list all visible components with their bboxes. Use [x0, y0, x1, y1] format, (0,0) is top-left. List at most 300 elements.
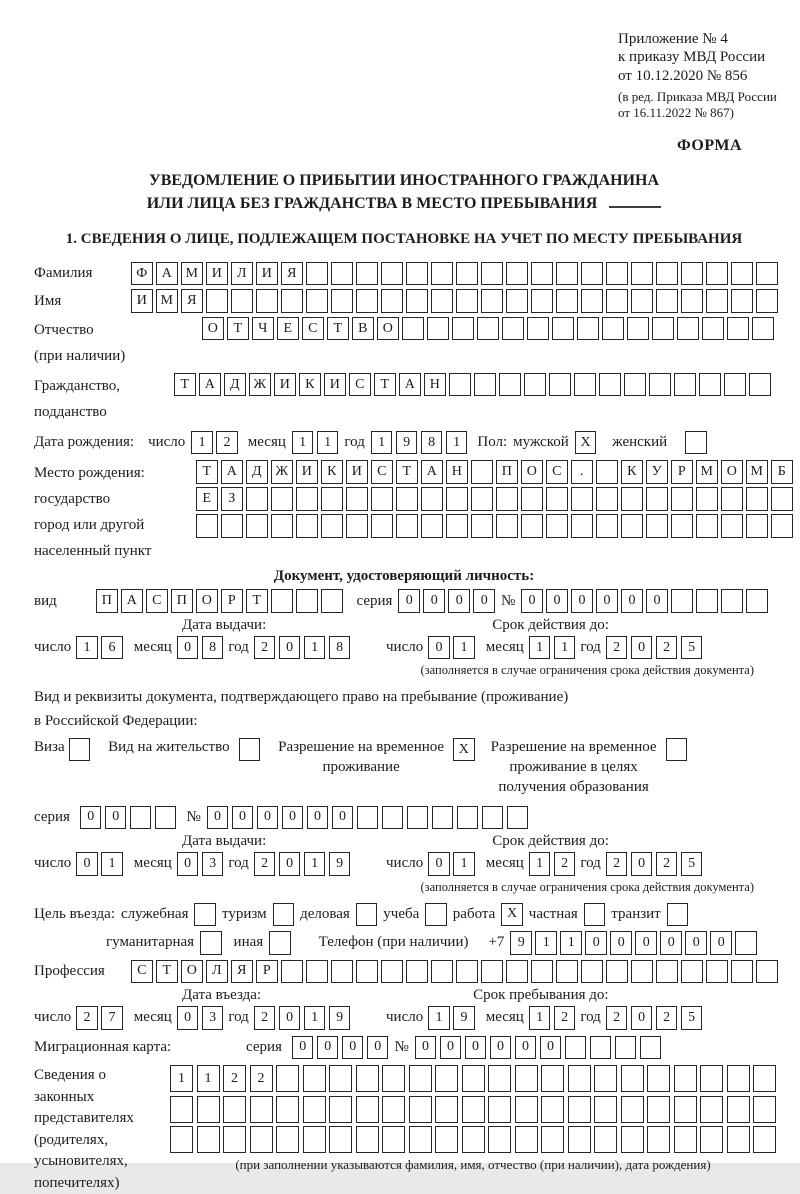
- char-cell[interactable]: [271, 514, 293, 538]
- char-cell[interactable]: [771, 487, 793, 511]
- char-cell[interactable]: 0: [490, 1036, 512, 1060]
- char-cell[interactable]: 0: [610, 931, 632, 955]
- char-cell[interactable]: [356, 289, 378, 313]
- char-cell[interactable]: [481, 289, 503, 313]
- char-cell[interactable]: 0: [257, 806, 279, 830]
- char-cell[interactable]: 1: [446, 431, 468, 455]
- char-cell[interactable]: 0: [646, 589, 668, 613]
- char-cell[interactable]: [421, 487, 443, 511]
- char-cell[interactable]: 1: [554, 636, 576, 660]
- char-cell[interactable]: [581, 289, 603, 313]
- char-cell[interactable]: 1: [371, 431, 393, 455]
- char-cell[interactable]: С: [349, 373, 371, 397]
- char-cell[interactable]: [696, 514, 718, 538]
- char-cell[interactable]: [471, 487, 493, 511]
- char-cell[interactable]: [409, 1126, 432, 1153]
- char-cell[interactable]: [223, 1096, 246, 1123]
- char-cell[interactable]: [621, 1065, 644, 1092]
- char-cell[interactable]: [496, 514, 518, 538]
- char-cell[interactable]: [303, 1126, 326, 1153]
- char-cell[interactable]: [69, 738, 91, 762]
- char-cell[interactable]: [488, 1126, 511, 1153]
- char-cell[interactable]: 0: [307, 806, 329, 830]
- char-cell[interactable]: [674, 1065, 697, 1092]
- char-cell[interactable]: Т: [327, 317, 349, 341]
- char-cell[interactable]: [276, 1096, 299, 1123]
- char-cell[interactable]: [646, 487, 668, 511]
- char-cell[interactable]: [421, 514, 443, 538]
- char-cell[interactable]: [507, 806, 529, 830]
- char-cell[interactable]: [329, 1126, 352, 1153]
- char-cell[interactable]: А: [399, 373, 421, 397]
- char-cell[interactable]: [706, 960, 728, 984]
- char-cell[interactable]: 0: [428, 636, 450, 660]
- char-cell[interactable]: [382, 806, 404, 830]
- char-cell[interactable]: [696, 487, 718, 511]
- char-cell[interactable]: [515, 1096, 538, 1123]
- char-cell[interactable]: [674, 1096, 697, 1123]
- char-cell[interactable]: 0: [571, 589, 593, 613]
- char-cell[interactable]: 2: [554, 852, 576, 876]
- char-cell[interactable]: [303, 1065, 326, 1092]
- char-cell[interactable]: [396, 514, 418, 538]
- char-cell[interactable]: 0: [80, 806, 102, 830]
- char-cell[interactable]: Р: [221, 589, 243, 613]
- char-cell[interactable]: 2: [254, 852, 276, 876]
- char-cell[interactable]: А: [199, 373, 221, 397]
- char-cell[interactable]: [771, 514, 793, 538]
- char-cell[interactable]: 9: [329, 1006, 351, 1030]
- char-cell[interactable]: Т: [246, 589, 268, 613]
- char-cell[interactable]: [721, 514, 743, 538]
- char-cell[interactable]: [231, 289, 253, 313]
- char-cell[interactable]: [666, 738, 688, 762]
- char-cell[interactable]: [746, 514, 768, 538]
- char-cell[interactable]: [381, 960, 403, 984]
- char-cell[interactable]: 9: [453, 1006, 475, 1030]
- char-cell[interactable]: 0: [342, 1036, 364, 1060]
- char-cell[interactable]: 1: [292, 431, 314, 455]
- char-cell[interactable]: А: [121, 589, 143, 613]
- char-cell[interactable]: [356, 960, 378, 984]
- char-cell[interactable]: [406, 289, 428, 313]
- char-cell[interactable]: [406, 960, 428, 984]
- char-cell[interactable]: [724, 373, 746, 397]
- char-cell[interactable]: [273, 903, 295, 927]
- char-cell[interactable]: П: [171, 589, 193, 613]
- char-cell[interactable]: 0: [631, 1006, 653, 1030]
- char-cell[interactable]: 0: [279, 636, 301, 660]
- char-cell[interactable]: Д: [224, 373, 246, 397]
- char-cell[interactable]: [727, 317, 749, 341]
- char-cell[interactable]: А: [156, 262, 178, 286]
- char-cell[interactable]: [721, 487, 743, 511]
- char-cell[interactable]: И: [296, 460, 318, 484]
- char-cell[interactable]: [677, 317, 699, 341]
- char-cell[interactable]: 1: [453, 636, 475, 660]
- char-cell[interactable]: Л: [206, 960, 228, 984]
- char-cell[interactable]: [431, 289, 453, 313]
- char-cell[interactable]: А: [421, 460, 443, 484]
- char-cell[interactable]: [496, 487, 518, 511]
- char-cell[interactable]: О: [181, 960, 203, 984]
- char-cell[interactable]: 7: [101, 1006, 123, 1030]
- char-cell[interactable]: [556, 262, 578, 286]
- char-cell[interactable]: [594, 1096, 617, 1123]
- char-cell[interactable]: [321, 514, 343, 538]
- char-cell[interactable]: [506, 289, 528, 313]
- char-cell[interactable]: [356, 903, 378, 927]
- char-cell[interactable]: 2: [250, 1065, 273, 1092]
- char-cell[interactable]: [531, 960, 553, 984]
- char-cell[interactable]: [681, 289, 703, 313]
- char-cell[interactable]: О: [521, 460, 543, 484]
- char-cell[interactable]: 2: [254, 1006, 276, 1030]
- char-cell[interactable]: [656, 262, 678, 286]
- char-cell[interactable]: 0: [473, 589, 495, 613]
- char-cell[interactable]: М: [156, 289, 178, 313]
- char-cell[interactable]: М: [181, 262, 203, 286]
- char-cell[interactable]: 1: [304, 636, 326, 660]
- char-cell[interactable]: [271, 487, 293, 511]
- char-cell[interactable]: [471, 514, 493, 538]
- char-cell[interactable]: .: [571, 460, 593, 484]
- char-cell[interactable]: 5: [681, 636, 703, 660]
- char-cell[interactable]: [331, 289, 353, 313]
- char-cell[interactable]: 2: [656, 636, 678, 660]
- char-cell[interactable]: [594, 1126, 617, 1153]
- char-cell[interactable]: Я: [281, 262, 303, 286]
- char-cell[interactable]: [621, 487, 643, 511]
- char-cell[interactable]: Т: [396, 460, 418, 484]
- char-cell[interactable]: [531, 262, 553, 286]
- char-cell[interactable]: [356, 1096, 379, 1123]
- char-cell[interactable]: [752, 317, 774, 341]
- char-cell[interactable]: 1: [428, 1006, 450, 1030]
- char-cell[interactable]: [357, 806, 379, 830]
- char-cell[interactable]: Т: [156, 960, 178, 984]
- char-cell[interactable]: [556, 960, 578, 984]
- char-cell[interactable]: Ф: [131, 262, 153, 286]
- char-cell[interactable]: 2: [223, 1065, 246, 1092]
- char-cell[interactable]: Л: [231, 262, 253, 286]
- char-cell[interactable]: [306, 960, 328, 984]
- char-cell[interactable]: К: [299, 373, 321, 397]
- char-cell[interactable]: [631, 262, 653, 286]
- char-cell[interactable]: [130, 806, 152, 830]
- char-cell[interactable]: [356, 262, 378, 286]
- char-cell[interactable]: [223, 1126, 246, 1153]
- char-cell[interactable]: 1: [535, 931, 557, 955]
- char-cell[interactable]: [296, 514, 318, 538]
- char-cell[interactable]: [446, 487, 468, 511]
- char-cell[interactable]: [640, 1036, 662, 1060]
- char-cell[interactable]: [647, 1126, 670, 1153]
- char-cell[interactable]: [702, 317, 724, 341]
- char-cell[interactable]: С: [302, 317, 324, 341]
- char-cell[interactable]: [756, 289, 778, 313]
- char-cell[interactable]: [584, 903, 606, 927]
- char-cell[interactable]: 0: [317, 1036, 339, 1060]
- char-cell[interactable]: [221, 514, 243, 538]
- char-cell[interactable]: 0: [279, 852, 301, 876]
- char-cell[interactable]: [462, 1126, 485, 1153]
- char-cell[interactable]: [753, 1096, 776, 1123]
- char-cell[interactable]: 1: [453, 852, 475, 876]
- char-cell[interactable]: 1: [304, 1006, 326, 1030]
- char-cell[interactable]: Я: [231, 960, 253, 984]
- char-cell[interactable]: [700, 1096, 723, 1123]
- char-cell[interactable]: 0: [279, 1006, 301, 1030]
- char-cell[interactable]: [602, 317, 624, 341]
- char-cell[interactable]: [474, 373, 496, 397]
- char-cell[interactable]: П: [96, 589, 118, 613]
- char-cell[interactable]: [281, 960, 303, 984]
- char-cell[interactable]: З: [221, 487, 243, 511]
- char-cell[interactable]: [488, 1096, 511, 1123]
- char-cell[interactable]: [681, 262, 703, 286]
- char-cell[interactable]: [521, 514, 543, 538]
- char-cell[interactable]: [731, 262, 753, 286]
- char-cell[interactable]: [170, 1126, 193, 1153]
- char-cell[interactable]: [631, 960, 653, 984]
- char-cell[interactable]: 2: [606, 636, 628, 660]
- char-cell[interactable]: [271, 589, 293, 613]
- char-cell[interactable]: Т: [374, 373, 396, 397]
- char-cell[interactable]: С: [546, 460, 568, 484]
- char-cell[interactable]: 0: [685, 931, 707, 955]
- char-cell[interactable]: [407, 806, 429, 830]
- char-cell[interactable]: [456, 289, 478, 313]
- char-cell[interactable]: X: [453, 738, 475, 762]
- char-cell[interactable]: [446, 514, 468, 538]
- char-cell[interactable]: [356, 1065, 379, 1092]
- char-cell[interactable]: [727, 1126, 750, 1153]
- char-cell[interactable]: 0: [428, 852, 450, 876]
- char-cell[interactable]: 0: [596, 589, 618, 613]
- char-cell[interactable]: [647, 1096, 670, 1123]
- char-cell[interactable]: 0: [177, 636, 199, 660]
- char-cell[interactable]: [681, 960, 703, 984]
- char-cell[interactable]: [402, 317, 424, 341]
- char-cell[interactable]: 1: [560, 931, 582, 955]
- char-cell[interactable]: [250, 1096, 273, 1123]
- char-cell[interactable]: [331, 262, 353, 286]
- char-cell[interactable]: [621, 1096, 644, 1123]
- char-cell[interactable]: 0: [515, 1036, 537, 1060]
- char-cell[interactable]: 0: [631, 636, 653, 660]
- char-cell[interactable]: [674, 373, 696, 397]
- char-cell[interactable]: 0: [415, 1036, 437, 1060]
- char-cell[interactable]: [596, 514, 618, 538]
- char-cell[interactable]: 1: [191, 431, 213, 455]
- char-cell[interactable]: 3: [202, 852, 224, 876]
- char-cell[interactable]: 0: [207, 806, 229, 830]
- char-cell[interactable]: [627, 317, 649, 341]
- char-cell[interactable]: [699, 373, 721, 397]
- char-cell[interactable]: 9: [396, 431, 418, 455]
- char-cell[interactable]: [296, 487, 318, 511]
- char-cell[interactable]: [581, 960, 603, 984]
- char-cell[interactable]: Ж: [271, 460, 293, 484]
- char-cell[interactable]: 0: [448, 589, 470, 613]
- char-cell[interactable]: [281, 289, 303, 313]
- char-cell[interactable]: Ч: [252, 317, 274, 341]
- char-cell[interactable]: X: [501, 903, 523, 927]
- char-cell[interactable]: Н: [424, 373, 446, 397]
- char-cell[interactable]: [594, 1065, 617, 1092]
- char-cell[interactable]: 2: [254, 636, 276, 660]
- char-cell[interactable]: [246, 487, 268, 511]
- char-cell[interactable]: О: [721, 460, 743, 484]
- char-cell[interactable]: [432, 806, 454, 830]
- char-cell[interactable]: [541, 1126, 564, 1153]
- char-cell[interactable]: [727, 1096, 750, 1123]
- char-cell[interactable]: [596, 460, 618, 484]
- char-cell[interactable]: 2: [606, 852, 628, 876]
- char-cell[interactable]: [674, 1126, 697, 1153]
- char-cell[interactable]: 8: [329, 636, 351, 660]
- char-cell[interactable]: К: [621, 460, 643, 484]
- char-cell[interactable]: [631, 289, 653, 313]
- char-cell[interactable]: [471, 460, 493, 484]
- char-cell[interactable]: [435, 1065, 458, 1092]
- char-cell[interactable]: [329, 1096, 352, 1123]
- char-cell[interactable]: 0: [367, 1036, 389, 1060]
- char-cell[interactable]: [197, 1126, 220, 1153]
- char-cell[interactable]: [269, 931, 291, 955]
- char-cell[interactable]: [246, 514, 268, 538]
- char-cell[interactable]: [200, 931, 222, 955]
- char-cell[interactable]: [756, 960, 778, 984]
- char-cell[interactable]: [306, 289, 328, 313]
- char-cell[interactable]: [206, 289, 228, 313]
- char-cell[interactable]: 0: [521, 589, 543, 613]
- char-cell[interactable]: 0: [177, 852, 199, 876]
- char-cell[interactable]: [696, 589, 718, 613]
- char-cell[interactable]: Т: [227, 317, 249, 341]
- char-cell[interactable]: [615, 1036, 637, 1060]
- char-cell[interactable]: 0: [631, 852, 653, 876]
- char-cell[interactable]: 1: [304, 852, 326, 876]
- char-cell[interactable]: [276, 1065, 299, 1092]
- char-cell[interactable]: [546, 514, 568, 538]
- char-cell[interactable]: 0: [282, 806, 304, 830]
- char-cell[interactable]: 0: [540, 1036, 562, 1060]
- char-cell[interactable]: А: [221, 460, 243, 484]
- char-cell[interactable]: [196, 514, 218, 538]
- char-cell[interactable]: [435, 1126, 458, 1153]
- char-cell[interactable]: [756, 262, 778, 286]
- char-cell[interactable]: 0: [621, 589, 643, 613]
- char-cell[interactable]: О: [196, 589, 218, 613]
- char-cell[interactable]: [371, 514, 393, 538]
- char-cell[interactable]: [753, 1065, 776, 1092]
- char-cell[interactable]: О: [202, 317, 224, 341]
- char-cell[interactable]: [431, 960, 453, 984]
- char-cell[interactable]: [197, 1096, 220, 1123]
- char-cell[interactable]: С: [131, 960, 153, 984]
- char-cell[interactable]: Т: [174, 373, 196, 397]
- char-cell[interactable]: У: [646, 460, 668, 484]
- char-cell[interactable]: 5: [681, 1006, 703, 1030]
- char-cell[interactable]: 0: [710, 931, 732, 955]
- char-cell[interactable]: 2: [606, 1006, 628, 1030]
- char-cell[interactable]: 1: [529, 636, 551, 660]
- char-cell[interactable]: [624, 373, 646, 397]
- char-cell[interactable]: [329, 1065, 352, 1092]
- char-cell[interactable]: И: [346, 460, 368, 484]
- char-cell[interactable]: [452, 317, 474, 341]
- char-cell[interactable]: [621, 514, 643, 538]
- char-cell[interactable]: [356, 1126, 379, 1153]
- char-cell[interactable]: [727, 1065, 750, 1092]
- char-cell[interactable]: 5: [681, 852, 703, 876]
- char-cell[interactable]: 0: [423, 589, 445, 613]
- char-cell[interactable]: [346, 514, 368, 538]
- char-cell[interactable]: [667, 903, 689, 927]
- char-cell[interactable]: [571, 514, 593, 538]
- char-cell[interactable]: [462, 1096, 485, 1123]
- char-cell[interactable]: И: [274, 373, 296, 397]
- char-cell[interactable]: 2: [554, 1006, 576, 1030]
- char-cell[interactable]: [396, 487, 418, 511]
- char-cell[interactable]: [649, 373, 671, 397]
- char-cell[interactable]: 0: [292, 1036, 314, 1060]
- char-cell[interactable]: [462, 1065, 485, 1092]
- char-cell[interactable]: 2: [656, 1006, 678, 1030]
- char-cell[interactable]: П: [496, 460, 518, 484]
- char-cell[interactable]: [577, 317, 599, 341]
- char-cell[interactable]: [549, 373, 571, 397]
- char-cell[interactable]: 0: [635, 931, 657, 955]
- char-cell[interactable]: 0: [398, 589, 420, 613]
- char-cell[interactable]: [482, 806, 504, 830]
- char-cell[interactable]: М: [696, 460, 718, 484]
- char-cell[interactable]: [606, 289, 628, 313]
- char-cell[interactable]: [568, 1126, 591, 1153]
- char-cell[interactable]: [431, 262, 453, 286]
- char-cell[interactable]: [700, 1126, 723, 1153]
- char-cell[interactable]: 0: [660, 931, 682, 955]
- char-cell[interactable]: [749, 373, 771, 397]
- char-cell[interactable]: [706, 289, 728, 313]
- char-cell[interactable]: 0: [546, 589, 568, 613]
- char-cell[interactable]: [409, 1065, 432, 1092]
- char-cell[interactable]: 8: [202, 636, 224, 660]
- char-cell[interactable]: [449, 373, 471, 397]
- char-cell[interactable]: [256, 289, 278, 313]
- char-cell[interactable]: [239, 738, 261, 762]
- char-cell[interactable]: И: [256, 262, 278, 286]
- char-cell[interactable]: [506, 262, 528, 286]
- char-cell[interactable]: [541, 1065, 564, 1092]
- char-cell[interactable]: 2: [216, 431, 238, 455]
- char-cell[interactable]: К: [321, 460, 343, 484]
- char-cell[interactable]: 0: [177, 1006, 199, 1030]
- char-cell[interactable]: [488, 1065, 511, 1092]
- char-cell[interactable]: [276, 1126, 299, 1153]
- char-cell[interactable]: С: [371, 460, 393, 484]
- char-cell[interactable]: [568, 1065, 591, 1092]
- char-cell[interactable]: [656, 960, 678, 984]
- char-cell[interactable]: [731, 289, 753, 313]
- char-cell[interactable]: 1: [197, 1065, 220, 1092]
- char-cell[interactable]: 1: [101, 852, 123, 876]
- char-cell[interactable]: [382, 1126, 405, 1153]
- char-cell[interactable]: [296, 589, 318, 613]
- char-cell[interactable]: [753, 1126, 776, 1153]
